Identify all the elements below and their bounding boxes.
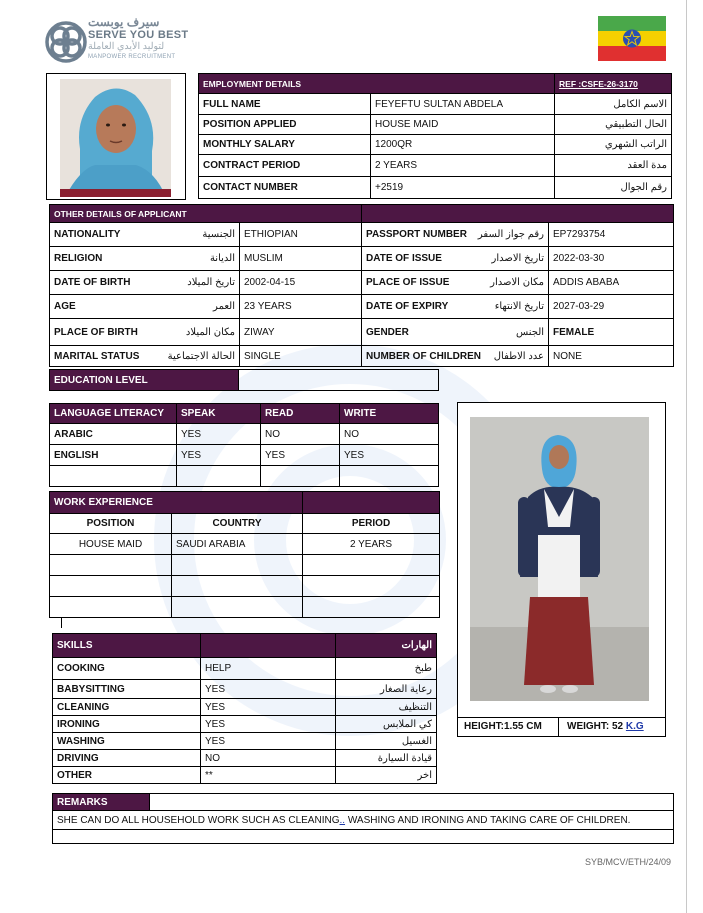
company-name-en: SERVE YOU BEST — [88, 29, 189, 41]
body-measurements — [458, 717, 665, 736]
full-name-value: FEYEFTU SULTAN ABDELA — [371, 94, 555, 115]
language-name: ARABIC — [50, 424, 177, 445]
date-of-birth-value: 2002-04-15 — [240, 271, 362, 295]
remarks-text-part2: WASHING AND IRONING AND TAKING CARE OF CHILDREN. — [345, 814, 631, 826]
read-value: YES — [261, 445, 340, 466]
country-header: COUNTRY — [172, 514, 303, 534]
date-of-expiry-value: 2027-03-29 — [549, 295, 674, 319]
place-of-birth-value: ZIWAY — [240, 319, 362, 346]
other-details-table — [49, 204, 674, 367]
number-of-children-value: NONE — [549, 346, 674, 367]
ironing-label: IRONING — [53, 716, 201, 733]
language-name: ENGLISH — [50, 445, 177, 466]
language-name — [50, 466, 177, 487]
cleaning-label: CLEANING — [53, 699, 201, 716]
remarks-header-right — [150, 794, 674, 811]
work-row — [50, 555, 440, 576]
skill-row — [53, 733, 437, 750]
date-of-issue-label: DATE OF ISSUE — [366, 253, 442, 264]
contract-period-label: CONTRACT PERIOD — [199, 155, 371, 177]
other-details-header-right — [362, 205, 674, 223]
washing-label-ar: الغسيل — [336, 733, 437, 750]
date-of-birth-label-ar: تاريخ الميلاد — [187, 277, 235, 288]
read-value: NO — [261, 424, 340, 445]
work-position — [50, 555, 172, 576]
skill-row — [53, 767, 437, 784]
other-label-ar: اخر — [336, 767, 437, 784]
other-details-row — [50, 346, 674, 367]
text-cursor-mark — [61, 618, 62, 628]
monthly-salary-label: MONTHLY SALARY — [199, 135, 371, 155]
remarks-table — [52, 793, 674, 844]
skill-row — [53, 699, 437, 716]
work-position: HOUSE MAID — [50, 534, 172, 555]
company-name — [88, 16, 208, 61]
other-value: ** — [201, 767, 336, 784]
other-details-row — [50, 295, 674, 319]
work-period — [303, 576, 440, 597]
education-level-table — [49, 369, 439, 391]
babysitting-label: BABYSITTING — [53, 680, 201, 699]
age-label: AGE — [54, 301, 76, 312]
contract-period-value: 2 YEARS — [371, 155, 555, 177]
skill-row — [53, 658, 437, 680]
employment-details-table — [198, 73, 672, 199]
passport-number-label-ar: رقم جواز السفر — [477, 229, 545, 240]
skills-title-ar: الهارات — [336, 634, 437, 658]
language-row — [50, 424, 439, 445]
work-row — [50, 597, 440, 618]
period-header: PERIOD — [303, 514, 440, 534]
number-of-children-label-ar: عدد الاطفال — [493, 350, 545, 362]
marital-status-label: MARITAL STATUS — [54, 350, 140, 362]
passport-number-value: EP7293754 — [549, 223, 674, 247]
employment-row — [199, 135, 672, 155]
date-of-issue-value: 2022-03-30 — [549, 247, 674, 271]
contact-number-label: CONTACT NUMBER — [199, 177, 371, 199]
write-header: WRITE — [340, 404, 439, 424]
speak-value: YES — [177, 424, 261, 445]
contract-period-label-ar: مدة العقد — [555, 155, 672, 177]
remarks-title: REMARKS — [53, 794, 150, 811]
education-level-value — [239, 370, 439, 391]
height-value: HEIGHT:1.55 CM — [458, 718, 559, 736]
work-country — [172, 555, 303, 576]
other-details-row — [50, 271, 674, 295]
employment-details-title: EMPLOYMENT DETAILS — [199, 74, 555, 94]
position-applied-value: HOUSE MAID — [371, 115, 555, 135]
skill-row — [53, 716, 437, 733]
speak-value: YES — [177, 445, 261, 466]
driving-value: NO — [201, 750, 336, 767]
employment-row — [199, 94, 672, 115]
gender-label-ar: الجنس — [515, 326, 545, 338]
skills-table — [52, 633, 437, 784]
cooking-label-ar: طبخ — [336, 658, 437, 680]
company-name-ar: سيرف يوبست — [88, 15, 160, 29]
cleaning-label-ar: التنظيف — [336, 699, 437, 716]
work-country: SAUDI ARABIA — [172, 534, 303, 555]
portrait-photo — [60, 79, 171, 197]
reference-number: REF :CSFE-26-3170 — [555, 74, 672, 94]
nationality-label-ar: الجنسية — [202, 229, 235, 240]
washing-label: WASHING — [53, 733, 201, 750]
other-details-row — [50, 319, 674, 346]
babysitting-label-ar: رعاية الصغار — [336, 680, 437, 699]
work-experience-table — [49, 491, 440, 618]
full-name-label: FULL NAME — [199, 94, 371, 115]
weight-number: WEIGHT: 52 — [567, 721, 626, 732]
religion-label-ar: الديانة — [209, 253, 235, 264]
speak-value — [177, 466, 261, 487]
washing-value: YES — [201, 733, 336, 750]
nationality-value: ETHIOPIAN — [240, 223, 362, 247]
other-details-title: OTHER DETAILS OF APPLICANT — [50, 205, 362, 223]
full-name-label-ar: الاسم الكامل — [555, 94, 672, 115]
work-experience-header-right — [303, 492, 440, 514]
work-position — [50, 597, 172, 618]
page-edge — [686, 0, 687, 913]
place-of-issue-label: PLACE OF ISSUE — [366, 277, 450, 288]
skill-row — [53, 680, 437, 699]
read-header: READ — [261, 404, 340, 424]
ironing-value: YES — [201, 716, 336, 733]
write-value — [340, 466, 439, 487]
religion-value: MUSLIM — [240, 247, 362, 271]
remarks-text-part1: SHE CAN DO ALL HOUSEHOLD WORK SUCH AS CLEANING — [57, 814, 340, 826]
write-value: NO — [340, 424, 439, 445]
babysitting-value: YES — [201, 680, 336, 699]
work-row — [50, 534, 440, 555]
cleaning-value: YES — [201, 699, 336, 716]
cooking-label: COOKING — [53, 658, 201, 680]
date-of-birth-label: DATE OF BIRTH — [54, 277, 131, 288]
gender-label: GENDER — [366, 326, 409, 338]
position-applied-label-ar: الحال التطبيقي — [555, 115, 672, 135]
driving-label: DRIVING — [53, 750, 201, 767]
number-of-children-label: NUMBER OF CHILDREN — [366, 350, 482, 362]
employment-row — [199, 177, 672, 199]
date-of-expiry-label-ar: تاريخ الانتهاء — [494, 301, 545, 312]
ethiopia-flag-icon — [598, 16, 666, 61]
skills-title: SKILLS — [53, 634, 201, 658]
language-row — [50, 466, 439, 487]
religion-label: RELIGION — [54, 253, 103, 264]
position-applied-label: POSITION APPLIED — [199, 115, 371, 135]
place-of-birth-label: PLACE OF BIRTH — [54, 326, 138, 338]
monthly-salary-value: 1200QR — [371, 135, 555, 155]
employment-row — [199, 155, 672, 177]
portrait-photo-frame — [46, 73, 186, 200]
skill-row — [53, 750, 437, 767]
work-experience-title: WORK EXPERIENCE — [50, 492, 303, 514]
date-of-issue-label-ar: تاريخ الاصدار — [491, 253, 545, 264]
driving-label-ar: قيادة السيارة — [336, 750, 437, 767]
other-details-row — [50, 223, 674, 247]
work-period: 2 YEARS — [303, 534, 440, 555]
place-of-issue-value: ADDIS ABABA — [549, 271, 674, 295]
passport-number-label: PASSPORT NUMBER — [366, 229, 467, 240]
work-period — [303, 555, 440, 576]
language-header: LANGUAGE LITERACY — [50, 404, 177, 424]
marital-status-label-ar: الحالة الاجتماعية — [167, 350, 235, 362]
speak-header: SPEAK — [177, 404, 261, 424]
nationality-label: NATIONALITY — [54, 229, 121, 240]
work-country — [172, 576, 303, 597]
work-position — [50, 576, 172, 597]
work-country — [172, 597, 303, 618]
age-value: 23 YEARS — [240, 295, 362, 319]
write-value: YES — [340, 445, 439, 466]
age-label-ar: العمر — [213, 301, 235, 312]
other-label: OTHER — [53, 767, 201, 784]
position-header: POSITION — [50, 514, 172, 534]
company-tagline-en: MANPOWER RECRUITMENT — [88, 54, 176, 60]
employment-row — [199, 115, 672, 135]
remarks-empty-row — [53, 830, 674, 844]
other-details-row — [50, 247, 674, 271]
contact-number-value: +2519 — [371, 177, 555, 199]
monthly-salary-label-ar: الراتب الشهري — [555, 135, 672, 155]
weight-value — [559, 718, 665, 736]
work-period — [303, 597, 440, 618]
place-of-birth-label-ar: مكان الميلاد — [185, 326, 235, 338]
date-of-expiry-label: DATE OF EXPIRY — [366, 301, 449, 312]
education-level-title: EDUCATION LEVEL — [50, 370, 239, 391]
ironing-label-ar: كي الملابس — [336, 716, 437, 733]
full-body-photo — [470, 417, 649, 701]
read-value — [261, 466, 340, 487]
remarks-text-link: .. — [339, 814, 346, 826]
company-tagline-ar: لتوليد الأيدي العاملة — [88, 41, 165, 52]
place-of-issue-label-ar: مكان الاصدار — [490, 277, 545, 288]
skills-header-middle — [201, 634, 336, 658]
contact-number-label-ar: رقم الجوال — [555, 177, 672, 199]
language-literacy-table — [49, 403, 439, 487]
document-code: SYB/MCV/ETH/24/09 — [584, 857, 671, 867]
full-body-photo-frame — [457, 402, 666, 737]
remarks-text — [53, 811, 674, 830]
gender-value: FEMALE — [549, 319, 674, 346]
weight-unit: K.G — [625, 721, 644, 732]
work-row — [50, 576, 440, 597]
language-row — [50, 445, 439, 466]
cooking-value: HELP — [201, 658, 336, 680]
marital-status-value: SINGLE — [240, 346, 362, 367]
